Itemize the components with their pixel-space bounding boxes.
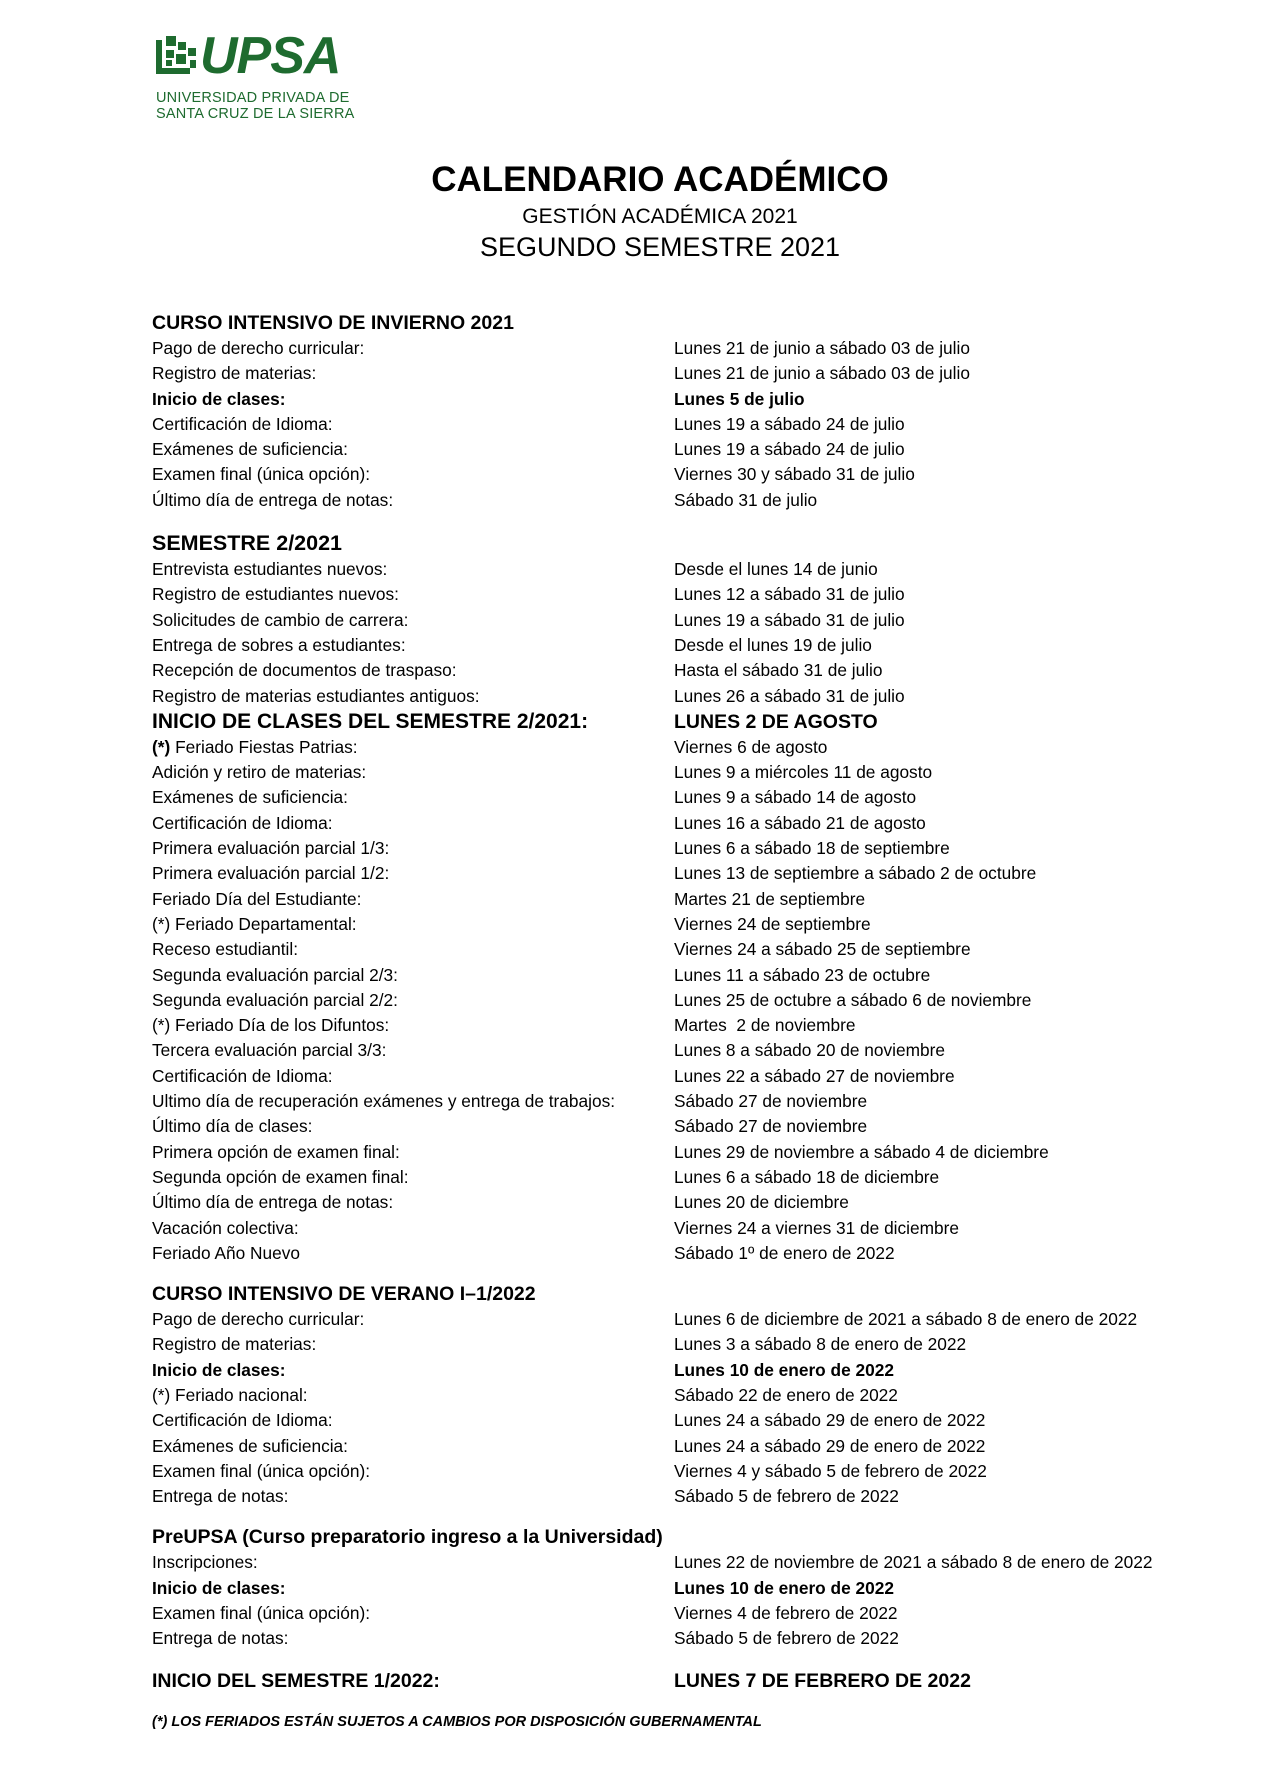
- row-label: Registro de estudiantes nuevos:: [152, 584, 399, 605]
- calendar-row: [152, 988, 1262, 1013]
- row-label: Ultimo día de recuperación exámenes y entrega de trabajos:: [152, 1091, 616, 1112]
- row-value: LUNES 7 DE FEBRERO DE 2022: [674, 1669, 971, 1692]
- row-label: Último día de clases:: [152, 1116, 313, 1137]
- calendar-row: [152, 1190, 1262, 1215]
- holiday-marker: (*): [152, 736, 171, 757]
- row-value: Sábado 5 de febrero de 2022: [674, 1628, 899, 1649]
- section-title: PreUPSA (Curso preparatorio ingreso a la Universidad): [152, 1526, 663, 1549]
- calendar-row: [152, 887, 1262, 912]
- row-label: Inicio de clases:: [152, 388, 286, 409]
- calendar-row: [152, 1013, 1262, 1038]
- row-value: Sábado 31 de julio: [674, 489, 818, 510]
- row-value: Lunes 29 de noviembre a sábado 4 de diciembre: [674, 1141, 1049, 1162]
- calendar-row: [152, 437, 1262, 462]
- row-value: Lunes 22 de noviembre de 2021 a sábado 8 de enero de 2022: [674, 1552, 1153, 1573]
- row-label: Examen final (única opción):: [152, 464, 371, 485]
- row-label: Tercera evaluación parcial 3/3:: [152, 1040, 387, 1061]
- calendar-row: [152, 1550, 1262, 1575]
- calendar-row: [152, 1332, 1262, 1357]
- calendar-row: [152, 1484, 1262, 1509]
- calendar-row: [152, 1241, 1262, 1266]
- calendar-row: [152, 760, 1262, 785]
- calendar-row: [152, 1434, 1262, 1459]
- row-value: Lunes 8 a sábado 20 de noviembre: [674, 1040, 945, 1061]
- row-value: Lunes 26 a sábado 31 de julio: [674, 685, 905, 706]
- row-label: INICIO DEL SEMESTRE 1/2022:: [152, 1669, 440, 1692]
- calendar-content: [152, 311, 1262, 1730]
- row-value: Lunes 19 a sábado 31 de julio: [674, 609, 905, 630]
- section-title: SEMESTRE 2/2021: [152, 531, 343, 556]
- row-value: Lunes 9 a miércoles 11 de agosto: [674, 762, 933, 783]
- row-label: Entrega de notas:: [152, 1628, 289, 1649]
- row-label: Certificación de Idioma:: [152, 1065, 333, 1086]
- row-label: Segunda evaluación parcial 2/2:: [152, 989, 398, 1010]
- row-value: Lunes 25 de octubre a sábado 6 de noviembre: [674, 989, 1032, 1010]
- row-value: Viernes 24 a sábado 25 de septiembre: [674, 939, 971, 960]
- calendar-row: [152, 1038, 1262, 1063]
- section-title: CURSO INTENSIVO DE VERANO I–1/2022: [152, 1283, 536, 1306]
- row-label: Inicio de clases:: [152, 1577, 286, 1598]
- row-label: INICIO DE CLASES DEL SEMESTRE 2/2021:: [152, 709, 589, 733]
- row-value: Lunes 24 a sábado 29 de enero de 2022: [674, 1435, 986, 1456]
- row-value: Desde el lunes 14 de junio: [674, 559, 878, 580]
- row-label: Registro de materias estudiantes antiguos:: [152, 685, 480, 706]
- row-value: Martes 21 de septiembre: [674, 888, 866, 909]
- row-value: Lunes 6 a sábado 18 de septiembre: [674, 838, 950, 859]
- calendar-row: [152, 557, 1262, 582]
- row-value: Lunes 21 de junio a sábado 03 de julio: [674, 363, 970, 384]
- row-value: LUNES 2 DE AGOSTO: [674, 710, 878, 733]
- row-label: Entrega de notas:: [152, 1486, 289, 1507]
- row-label: Primera evaluación parcial 1/3:: [152, 838, 390, 859]
- row-label: Examen final (única opción):: [152, 1603, 371, 1624]
- row-label: Primera evaluación parcial 1/2:: [152, 863, 390, 884]
- calendar-row: [152, 1089, 1262, 1114]
- row-value: Sábado 27 de noviembre: [674, 1091, 868, 1112]
- calendar-row: [152, 963, 1262, 988]
- section-invierno: [152, 311, 1262, 513]
- logo-wordmark: UPSA: [200, 27, 341, 85]
- calendar-row: [152, 336, 1262, 361]
- row-value: Sábado 22 de enero de 2022: [674, 1384, 898, 1405]
- calendar-row: [152, 608, 1262, 633]
- row-label-text: Feriado Fiestas Patrias:: [175, 736, 358, 757]
- row-label: [152, 735, 674, 760]
- row-value: Lunes 13 de septiembre a sábado 2 de octubre: [674, 863, 1037, 884]
- calendar-row: [152, 861, 1262, 886]
- calendar-row: [152, 658, 1262, 683]
- row-label: Receso estudiantil:: [152, 939, 299, 960]
- row-value: Sábado 5 de febrero de 2022: [674, 1486, 899, 1507]
- row-value: Lunes 20 de diciembre: [674, 1192, 849, 1213]
- calendar-row: [152, 1408, 1262, 1433]
- row-value: Martes 2 de noviembre: [674, 1015, 856, 1036]
- row-value: Viernes 4 y sábado 5 de febrero de 2022: [674, 1460, 987, 1481]
- row-value: Lunes 24 a sábado 29 de enero de 2022: [674, 1410, 986, 1431]
- row-label: Segunda opción de examen final:: [152, 1166, 409, 1187]
- inicio-semestre-row: [152, 1668, 1262, 1694]
- calendar-row: [152, 1358, 1262, 1383]
- row-value: Lunes 22 a sábado 27 de noviembre: [674, 1065, 955, 1086]
- row-label: Segunda evaluación parcial 2/3:: [152, 964, 398, 985]
- row-value: Lunes 21 de junio a sábado 03 de julio: [674, 338, 970, 358]
- calendar-row: [152, 1459, 1262, 1484]
- calendar-row: [152, 462, 1262, 487]
- calendar-row: [152, 412, 1262, 437]
- calendar-row: [152, 1140, 1262, 1165]
- row-value: Lunes 6 a sábado 18 de diciembre: [674, 1166, 940, 1187]
- row-label: Feriado Día del Estudiante:: [152, 888, 362, 909]
- calendar-row: [152, 785, 1262, 810]
- row-value: Lunes 10 de enero de 2022: [674, 1577, 894, 1598]
- row-label: Certificación de Idioma:: [152, 812, 333, 833]
- row-label: Primera opción de examen final:: [152, 1141, 400, 1162]
- row-label: Vacación colectiva:: [152, 1217, 299, 1238]
- row-value: Lunes 5 de julio: [674, 388, 805, 409]
- row-value: Lunes 19 a sábado 24 de julio: [674, 413, 905, 434]
- row-value: Desde el lunes 19 de julio: [674, 634, 872, 655]
- row-label: Pago de derecho curricular:: [152, 338, 365, 358]
- page-title: CALENDARIO ACADÉMICO: [431, 160, 889, 199]
- calendar-row: [152, 735, 1262, 760]
- calendar-row: [152, 1064, 1262, 1089]
- row-value: Viernes 6 de agosto: [674, 736, 828, 757]
- calendar-row: [152, 1114, 1262, 1139]
- row-value: Lunes 16 a sábado 21 de agosto: [674, 812, 926, 833]
- row-label: Registro de materias:: [152, 363, 317, 384]
- row-label: (*) Feriado Departamental:: [152, 913, 357, 934]
- row-value: Lunes 10 de enero de 2022: [674, 1359, 894, 1380]
- row-label: Certificación de Idioma:: [152, 413, 333, 434]
- row-label: (*) Feriado Día de los Difuntos:: [152, 1015, 390, 1036]
- row-label: Inicio de clases:: [152, 1359, 286, 1380]
- calendar-row: [152, 1165, 1262, 1190]
- semester-heading: SEGUNDO SEMESTRE 2021: [479, 232, 841, 262]
- inicio-clases-row: [152, 709, 1262, 735]
- row-label: Certificación de Idioma:: [152, 1410, 333, 1431]
- row-label: Inscripciones:: [152, 1552, 258, 1573]
- row-label: Recepción de documentos de traspaso:: [152, 660, 457, 681]
- row-label: Feriado Año Nuevo: [152, 1242, 300, 1263]
- row-label: Adición y retiro de materias:: [152, 762, 367, 783]
- calendar-row: [152, 1383, 1262, 1408]
- row-label: Entrega de sobres a estudiantes:: [152, 634, 406, 655]
- calendar-row: [152, 387, 1262, 412]
- row-label: Exámenes de suficiencia:: [152, 1435, 348, 1456]
- section-verano: [152, 1282, 1262, 1509]
- section-title: CURSO INTENSIVO DE INVIERNO 2021: [152, 312, 514, 334]
- row-value: Viernes 24 a viernes 31 de diciembre: [674, 1217, 959, 1238]
- calendar-row: [152, 1626, 1262, 1651]
- logo-subtitle-line1: UNIVERSIDAD PRIVADA DE: [156, 90, 350, 106]
- row-value: Sábado 27 de noviembre: [674, 1116, 868, 1137]
- calendar-row: [152, 912, 1262, 937]
- row-value: Lunes 19 a sábado 24 de julio: [674, 439, 905, 460]
- calendar-row: [152, 1601, 1262, 1626]
- calendar-row: [152, 1576, 1262, 1601]
- calendar-row: [152, 361, 1262, 386]
- row-value: Viernes 4 de febrero de 2022: [674, 1603, 898, 1624]
- row-value: Hasta el sábado 31 de julio: [674, 660, 883, 681]
- row-label: Registro de materias:: [152, 1334, 317, 1355]
- row-value: Lunes 9 a sábado 14 de agosto: [674, 787, 917, 808]
- row-label: Examen final (única opción):: [152, 1460, 371, 1481]
- upsa-emblem-icon: [154, 34, 200, 80]
- row-value: Viernes 30 y sábado 31 de julio: [674, 464, 915, 485]
- section-semestre: [152, 529, 1262, 1266]
- calendar-row: [152, 684, 1262, 709]
- calendar-row: [152, 582, 1262, 607]
- calendar-row: [152, 811, 1262, 836]
- page-subtitle: GESTIÓN ACADÉMICA 2021: [522, 205, 798, 228]
- row-label: Solicitudes de cambio de carrera:: [152, 609, 409, 630]
- footnote: (*) LOS FERIADOS ESTÁN SUJETOS A CAMBIOS POR DISPOSICIÓN GUBERNAMENTAL: [152, 1713, 762, 1730]
- row-label: Exámenes de suficiencia:: [152, 787, 348, 808]
- calendar-row: [152, 1307, 1262, 1332]
- row-label: Pago de derecho curricular:: [152, 1309, 365, 1330]
- row-value: Sábado 1º de enero de 2022: [674, 1242, 895, 1263]
- calendar-row: [152, 633, 1262, 658]
- section-preupsa: [152, 1525, 1262, 1651]
- upsa-logo: [154, 27, 355, 124]
- row-value: Lunes 3 a sábado 8 de enero de 2022: [674, 1334, 967, 1355]
- calendar-row: [152, 937, 1262, 962]
- row-value: Lunes 12 a sábado 31 de julio: [674, 584, 905, 605]
- row-value: Lunes 11 a sábado 23 de octubre: [674, 964, 931, 985]
- calendar-row: [152, 488, 1262, 513]
- row-label: Último día de entrega de notas:: [152, 1192, 394, 1213]
- logo-subtitle-line2: SANTA CRUZ DE LA SIERRA: [156, 106, 355, 122]
- calendar-row: [152, 1216, 1262, 1241]
- row-label: (*) Feriado nacional:: [152, 1384, 308, 1405]
- row-value: Viernes 24 de septiembre: [674, 913, 871, 934]
- row-label: Último día de entrega de notas:: [152, 489, 394, 510]
- row-value: Lunes 6 de diciembre de 2021 a sábado 8 de enero de 2022: [674, 1309, 1138, 1330]
- row-label: Exámenes de suficiencia:: [152, 439, 348, 460]
- row-label: Entrevista estudiantes nuevos:: [152, 559, 388, 580]
- calendar-row: [152, 836, 1262, 861]
